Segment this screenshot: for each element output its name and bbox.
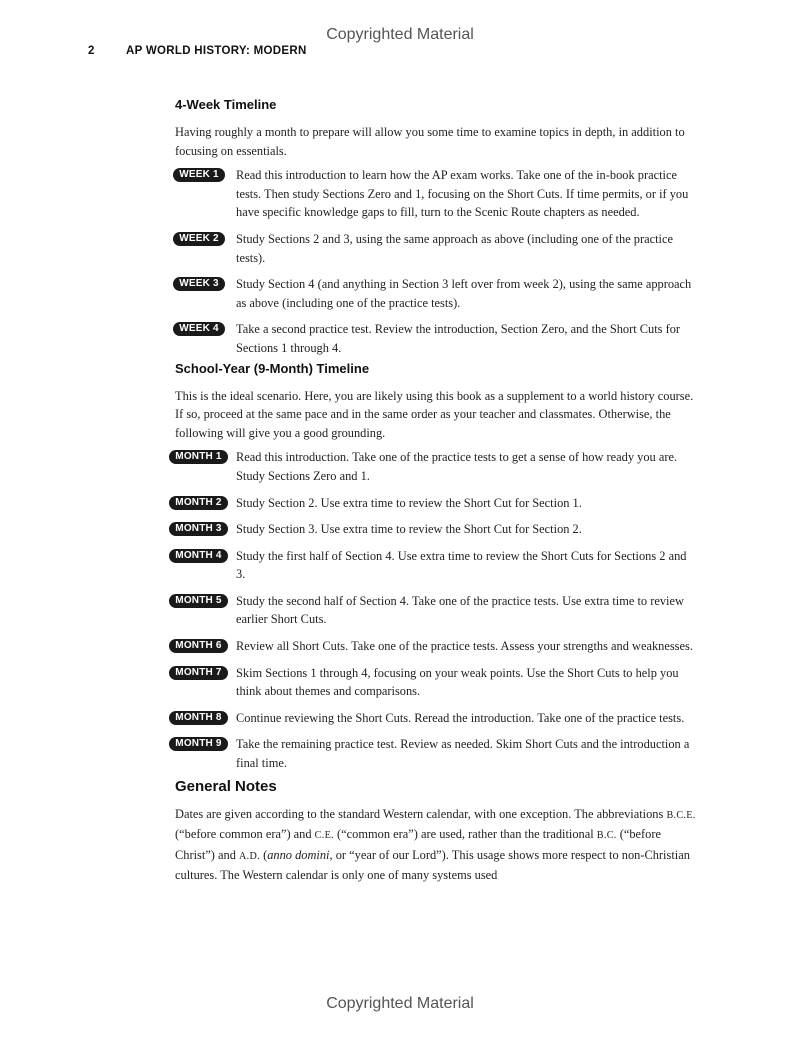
school-year-intro: This is the ideal scenario. Here, you are likely using this book as a supplement to a world history course. If so, proceed at the same pace and in the same order as your teacher and classmates. Otherwise, the following will give you a good grounding. [175,388,694,440]
abbr-bc: B.C. [596,830,617,842]
month-2-text: Study Section 2. Use extra time to review the Short Cut for Section 1. [236,495,582,510]
abbr-ad: A.D. [239,850,260,862]
month-3-item [175,520,697,539]
notes-text-6: , or “year of our Lord”). This usage shows more respect to non-Christian cultures. The Western calendar is only one of many systems used [175,847,690,883]
month-8-item [175,709,697,728]
anno-domini: anno domini [267,847,330,862]
month-8-text: Continue reviewing the Short Cuts. Reread the introduction. Take one of the practice tests. [236,710,685,725]
abbr-bce: B.C.E. [666,809,696,821]
general-notes-section [175,777,697,885]
month-1-text: Read this introduction. Take one of the practice tests to get a sense of how ready you are. Study Sections Zero and 1. [236,450,678,483]
month-6-text: Review all Short Cuts. Take one of the practice tests. Assess your strengths and weaknesses. [236,639,693,654]
month-2-item [175,494,697,513]
month-3-text: Study Section 3. Use extra time to review the Short Cut for Section 2. [236,522,582,537]
notes-text-4: (“before Christ”) and [175,827,661,862]
general-notes-heading: General Notes [175,777,277,795]
month-7-badge: MONTH 7 [169,666,228,680]
general-notes-paragraph [175,805,697,885]
month-5-text: Study the second half of Section 4. Take one of the practice tests. Use extra time to review earlier Short Cuts. [236,593,684,627]
month-9-item [175,735,697,772]
running-title: AP WORLD HISTORY: MODERN [126,45,307,57]
watermark-bottom: Copyrighted Material [326,995,474,1012]
week-2-text: Study Sections 2 and 3, using the same approach as above (including one of the practice tests). [236,231,673,265]
school-year-heading: School-Year (9-Month) Timeline [175,360,370,376]
four-week-intro: Having roughly a month to prepare will allow you some time to examine topics in depth, in addition to focusing on essentials. [175,125,685,158]
month-6-badge: MONTH 6 [169,639,228,653]
notes-text-5: ( [259,847,268,862]
four-week-heading: 4-Week Timeline [175,97,277,112]
notes-text-3: (“common era”) are used, rather than the traditional [333,827,597,842]
week-1-text: Read this introduction to learn how the AP exam works. Take one of the in-book practice tests. Then study Sections Zero and 1, focusing on the Short Cuts. If time permits, or if you have specific knowledge gaps to fill, turn to the Scenic Route chapters as needed. [236,168,689,220]
month-1-badge: MONTH 1 [169,450,228,464]
week-2-item [175,230,697,267]
week-4-text: Take a second practice test. Review the introduction, Section Zero, and the Short Cuts for Sections 1 through 4. [236,322,681,355]
week-1-badge: WEEK 1 [173,168,225,182]
month-8-badge: MONTH 8 [169,711,228,725]
running-header [88,45,307,57]
month-7-text: Skim Sections 1 through 4, focusing on your weak points. Use the Short Cuts to help you think about themes and comparisons. [236,665,679,699]
month-9-badge: MONTH 9 [169,737,228,751]
month-5-badge: MONTH 5 [169,594,228,608]
month-5-item [175,592,697,629]
page-content [175,96,697,891]
week-3-item [175,275,697,312]
week-3-text: Study Section 4 (and anything in Section 3 left over from week 2), using the same approach as above (including one of the practice tests). [236,277,692,310]
month-2-badge: MONTH 2 [169,496,228,510]
month-6-item [175,637,697,656]
week-2-badge: WEEK 2 [173,232,225,246]
month-7-item [175,664,697,701]
month-4-text: Study the first half of Section 4. Use extra time to review the Short Cuts for Sections 2 and 3. [236,548,687,582]
month-4-item [175,547,697,584]
week-4-item [175,320,697,357]
watermark-top: Copyrighted Material [326,26,474,43]
page-number: 2 [88,45,95,57]
month-1-item [175,448,697,485]
month-4-badge: MONTH 4 [169,549,228,563]
four-week-section [175,96,697,358]
notes-text-2: (“before common era”) and [175,827,315,842]
week-4-badge: WEEK 4 [173,322,225,336]
month-3-badge: MONTH 3 [169,522,228,536]
week-3-badge: WEEK 3 [173,277,225,291]
abbr-ce: C.E. [314,830,334,842]
school-year-section [175,360,697,773]
month-9-text: Take the remaining practice test. Review as needed. Skim Short Cuts and the introduction a final time. [236,737,690,771]
notes-text-1: Dates are given according to the standard Western calendar, with one exception. The abbreviations [175,806,667,821]
week-1-item [175,166,697,222]
